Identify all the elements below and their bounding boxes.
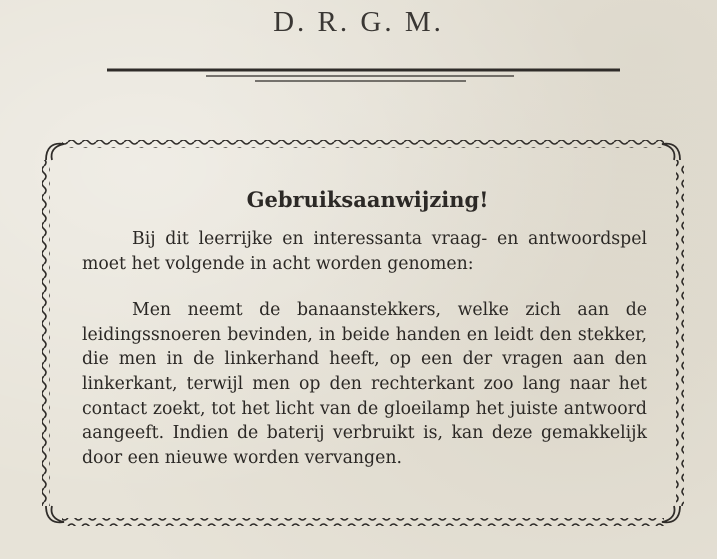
frame-right — [676, 160, 684, 506]
frame-bottom — [62, 518, 664, 526]
card-title: Gebruiksaanwijzing! — [246, 187, 489, 212]
corner-bottom-left — [46, 506, 64, 522]
frame-left — [42, 160, 50, 506]
instructions-card — [82, 183, 647, 470]
intro-paragraph: Bij dit leerrijke en interessanta vraag- en antwoordspel moet het volgende in acht worden genomen: — [82, 229, 647, 274]
corner-bottom-right — [662, 506, 680, 522]
instructions-paragraph: Men neemt de banaanstekkers, welke zich aan de leidingssnoeren bevinden, in beide handen en leidt den stekker, die men in de linkerhand heeft, op een der vragen aan den linkerkant, terwijl men op den rechterkant zoo lang naar het contact zoekt, tot het licht van de gloeilamp het juiste antwoord aangeeft. Indien de baterij verbruikt is, kan deze gemakkelijk door een nieuwe worden vervangen. — [82, 298, 647, 470]
header-mark: D. R. G. M. — [273, 6, 444, 38]
corner-top-right — [662, 144, 680, 160]
frame-top — [62, 140, 664, 148]
corner-top-left — [46, 144, 64, 160]
decorative-rules — [0, 62, 717, 92]
